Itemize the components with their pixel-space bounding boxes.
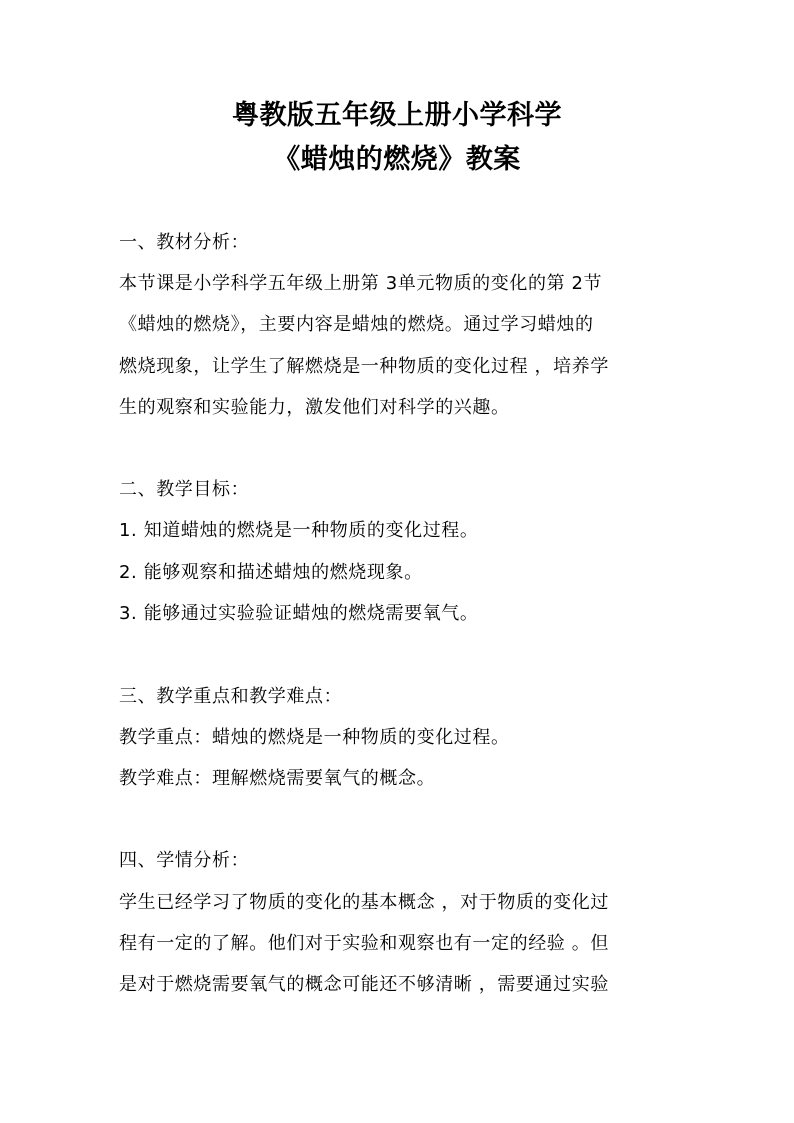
list-item: 2. 能够观察和描述蜡烛的燃烧现象。 <box>119 562 423 583</box>
paragraph-line: 学生已经学习了物质的变化的基本概念 ，对于物质的变化过 <box>119 892 609 913</box>
paragraph-line: 燃烧现象，让学生了解燃烧是一种物质的变化过程 ，培养学 <box>119 356 609 377</box>
section-heading-key-points: 三、教学重点和教学难点： <box>119 686 343 707</box>
paragraph-line: 《蜡烛的燃烧》，主要内容是蜡烛的燃烧。通过学习蜡烛的 <box>119 314 594 335</box>
list-item: 1. 知道蜡烛的燃烧是一种物质的变化过程。 <box>119 520 479 541</box>
list-item: 3. 能够通过实验验证蜡烛的燃烧需要氧气。 <box>119 603 479 624</box>
paragraph-line: 生的观察和实验能力，激发他们对科学的兴趣。 <box>119 397 510 418</box>
document-title-line1: 粤教版五年级上册小学科学 <box>232 100 562 131</box>
document-title-line2: 《蜡烛的燃烧》教案 <box>273 144 521 175</box>
section-heading-learner-analysis: 四、学情分析： <box>119 850 250 871</box>
section-heading-objectives: 二、教学目标： <box>119 479 250 500</box>
section-heading-materials: 一、教材分析： <box>119 232 250 253</box>
paragraph-line: 本节课是小学科学五年级上册第 3单元物质的变化的第 2节 <box>119 273 603 294</box>
paragraph-line: 程有一定的了解。他们对于实验和观察也有一定的经验 。但 <box>119 933 609 954</box>
paragraph-line: 教学重点：蜡烛的燃烧是一种物质的变化过程。 <box>119 727 510 748</box>
paragraph-line: 是对于燃烧需要氧气的概念可能还不够清晰 ，需要通过实验 <box>119 974 609 995</box>
paragraph-line: 教学难点：理解燃烧需要氧气的概念。 <box>119 768 436 789</box>
